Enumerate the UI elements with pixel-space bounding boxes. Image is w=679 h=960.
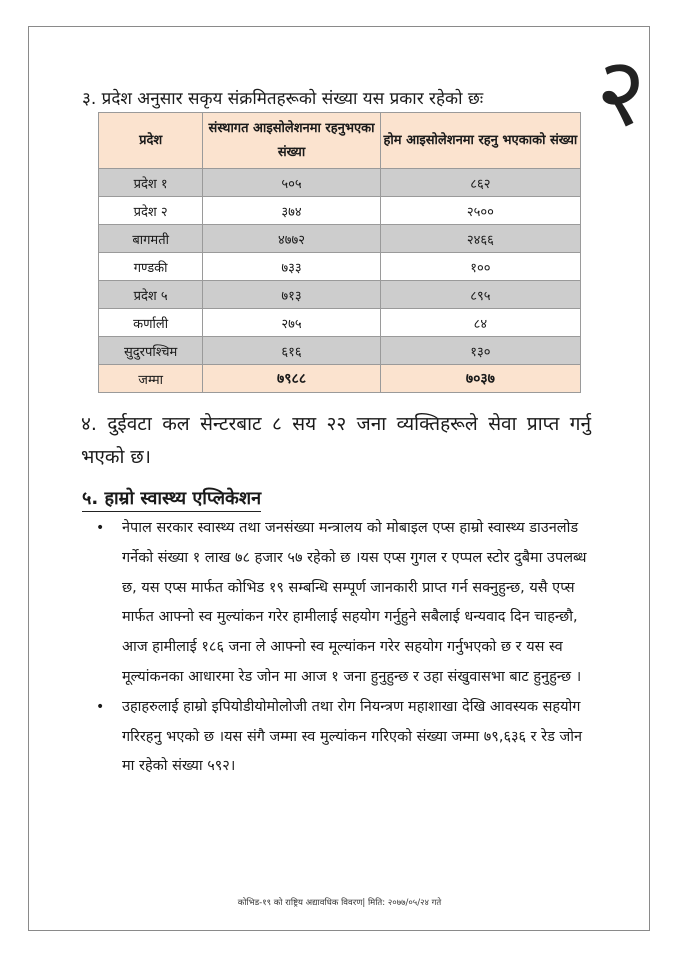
section3-heading: ३. प्रदेश अनुसार सकृय संक्रमितहरूको संख्या यस प्रकार रहेको छः <box>82 89 484 109</box>
bullet-icon: • <box>96 698 105 715</box>
cell-home: ८६२ <box>380 169 580 197</box>
list-item <box>92 693 592 782</box>
header-home: होम आइसोलेशनमा रहनु भएकाको संख्या <box>380 113 580 169</box>
cell-institutional: ७१३ <box>203 281 381 309</box>
table-row <box>99 281 581 309</box>
cell-institutional: ३७४ <box>203 197 381 225</box>
cell-home: १०० <box>380 253 580 281</box>
list-item <box>92 514 592 693</box>
cell-province: कर्णाली <box>99 309 203 337</box>
cell-province: सुदुरपश्चिम <box>99 337 203 365</box>
cell-home: ८४ <box>380 309 580 337</box>
table-row <box>99 253 581 281</box>
cell-province: बागमती <box>99 225 203 253</box>
cell-province: गण्डकी <box>99 253 203 281</box>
header-institutional: संस्थागत आइसोलेशनमा रहनुभएका संख्या <box>203 113 381 169</box>
cell-institutional: ६१६ <box>203 337 381 365</box>
cell-home: ८९५ <box>380 281 580 309</box>
table-row <box>99 225 581 253</box>
cell-institutional: ४७७२ <box>203 225 381 253</box>
cell-total-home: ७०३७ <box>380 365 580 393</box>
table-total-row <box>99 365 581 393</box>
header-province: प्रदेश <box>99 113 203 169</box>
cell-institutional: ५०५ <box>203 169 381 197</box>
section5-title: ५. हाम्रो स्वास्थ्य एप्लिकेशन <box>82 488 262 509</box>
page-number: २ <box>596 36 646 148</box>
cell-institutional: २७५ <box>203 309 381 337</box>
cell-home: १३० <box>380 337 580 365</box>
table-row <box>99 309 581 337</box>
bullet-text: नेपाल सरकार स्वास्थ्य तथा जनसंख्या मन्त्रालय को मोबाइल एप्स हाम्रो स्वास्थ्य डाउनलोड गर्नेको संख्या १ लाख ७८ हजार ५७ रहेको छ ।यस एप्स गुगल र एप्पल स्टोर दुबैमा उपलब्ध छ, यस एप्स मार्फत कोभिड १९ सम्बन्धि सम्पूर्ण जानकारी प्राप्त गर्न सक्नुहुन्छ, यसै एप्स मार्फत आफ्नो स्व मुल्यांकन गरेर हामीलाई सहयोग गर्नुहुने सबैलाई धन्यवाद दिन चाहन्छौ, आज हामीलाई १८६ जना ले आफ्नो स्व मूल्यांकन गरेर सहयोग गर्नुभएको छ र यस स्व मूल्यांकनका आधारमा रेड जोन मा आज १ जना हुनुहुन्छ र उहा संखुवासभा बाट हुनुहुन्छ । <box>122 520 587 685</box>
cell-total-label: जम्मा <box>99 365 203 393</box>
cell-institutional: ७३३ <box>203 253 381 281</box>
bullet-text: उहाहरुलाई हाम्रो इपियोडीयोमोलोजी तथा रोग नियन्त्रण महाशाखा देखि आवस्यक सहयोग गरिरहनु भएको छ ।यस संगै जम्मा स्व मुल्यांकन गरिएको संख्या जम्मा ७९,६३६ र रेड जोन मा रहेको संख्या ५९२। <box>122 698 583 775</box>
cell-total-institutional: ७९८८ <box>203 365 381 393</box>
cell-home: २५०० <box>380 197 580 225</box>
cell-home: २४६६ <box>380 225 580 253</box>
cell-province: प्रदेश ५ <box>99 281 203 309</box>
section4-text: ४. दुईवटा कल सेन्टरबाट ८ सय २२ जना व्यक्तिहरूले सेवा प्राप्त गर्नु भएको छ। <box>81 413 591 468</box>
table-row <box>99 169 581 197</box>
cell-province: प्रदेश १ <box>99 169 203 197</box>
table-row <box>99 197 581 225</box>
cell-province: प्रदेश २ <box>99 197 203 225</box>
province-isolation-table <box>98 112 581 393</box>
page-footer: कोभिड-१९ को राष्ट्रिय अद्यावधिक विवरण| मिति: २०७७/०५/२४ गते <box>237 898 442 908</box>
bullet-icon: • <box>96 520 105 536</box>
table-row <box>99 337 581 365</box>
section5-bullet-list <box>92 514 592 782</box>
